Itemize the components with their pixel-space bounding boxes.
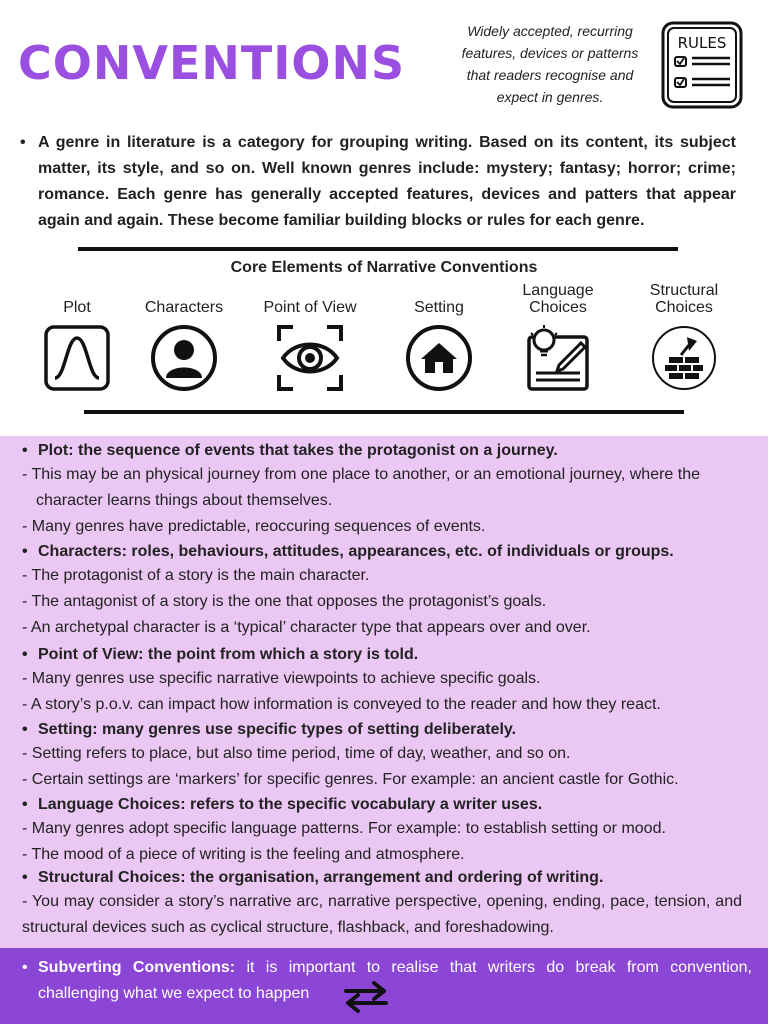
section-heading: • Point of View: the point from which a story is told. bbox=[22, 644, 742, 666]
core-element-plot bbox=[37, 282, 117, 392]
core-element-label: Point of View bbox=[263, 299, 357, 316]
page-title: CONVENTIONS bbox=[18, 36, 406, 90]
definition-tagline: Widely accepted, recurring features, devices or patterns that readers recognise and expect in genres. bbox=[461, 23, 639, 105]
core-element-language-choices bbox=[508, 282, 608, 393]
section-heading: • Structural Choices: the organisation, arrangement and ordering of writing. bbox=[22, 867, 742, 889]
core-element-setting bbox=[394, 282, 484, 393]
bell-curve-icon bbox=[43, 324, 111, 392]
core-element-structural-choices bbox=[632, 282, 736, 393]
intro-paragraph: • A genre in literature is a category for grouping writing. Based on its content, its subject matter, its style, and so on. Well known genres include: mystery; fantasy; horror; crime; romance. Each genre has generally accepted features, devices and patters that appear again and again. These become familiar building blocks or rules for each genre. bbox=[20, 130, 736, 234]
core-element-label: Language Choices bbox=[522, 282, 594, 316]
core-element-label: Characters bbox=[144, 299, 224, 316]
divider-top bbox=[78, 247, 678, 251]
section-line: - The antagonist of a story is the one that opposes the protagonist’s goals. bbox=[22, 593, 547, 610]
section-line: - A story’s p.o.v. can impact how information is conveyed to the reader and how they react. bbox=[22, 696, 661, 713]
brick-trowel-icon bbox=[649, 323, 719, 393]
section-heading: • Characters: roles, behaviours, attitudes, appearances, etc. of individuals or groups. bbox=[22, 541, 742, 563]
section-line: - The mood of a piece of writing is the feeling and atmosphere. bbox=[22, 846, 465, 863]
section-structural-choices bbox=[22, 867, 742, 941]
subverting-body: it is important to realise that writers do break from convention, challenging what we expect to happen bbox=[38, 959, 752, 1002]
home-icon bbox=[404, 323, 474, 393]
subverting-label: Subverting Conventions: bbox=[38, 959, 236, 976]
section-line: - Certain settings are ‘markers’ for specific genres. For example: an ancient castle for Gothic. bbox=[22, 771, 679, 788]
section-heading: • Language Choices: refers to the specific vocabulary a writer uses. bbox=[22, 794, 742, 816]
section-language-choices bbox=[22, 794, 742, 868]
section-line: - Setting refers to place, but also time period, time of day, weather, and so on. bbox=[22, 745, 571, 762]
writing-lightbulb-icon bbox=[523, 323, 593, 393]
core-element-label: Plot bbox=[63, 299, 91, 316]
core-elements-heading: Core Elements of Narrative Conventions bbox=[230, 259, 538, 276]
user-icon bbox=[149, 323, 219, 393]
rules-icon-text: RULES bbox=[677, 34, 727, 52]
section-heading: • Plot: the sequence of events that takes the protagonist on a journey. bbox=[22, 440, 742, 462]
section-setting bbox=[22, 719, 742, 793]
section-characters bbox=[22, 541, 742, 641]
core-element-label: Setting bbox=[414, 299, 464, 316]
section-line: - An archetypal character is a ‘typical’ character type that appears over and over. bbox=[22, 619, 591, 636]
eye-icon bbox=[275, 323, 345, 393]
section-line: - Many genres have predictable, reoccuring sequences of events. bbox=[22, 518, 486, 535]
section-line: - This may be an physical journey from one place to another, or an emotional journey, where the character learns things about themselves. bbox=[22, 466, 701, 509]
section-line: - The protagonist of a story is the main character. bbox=[22, 567, 370, 584]
rules-checklist-icon bbox=[660, 20, 746, 110]
core-element-characters bbox=[136, 282, 232, 393]
section-line: - Many genres use specific narrative viewpoints to achieve specific goals. bbox=[22, 670, 541, 687]
section-plot bbox=[22, 440, 742, 540]
section-line: - Many genres adopt specific language patterns. For example: to establish setting or mood. bbox=[22, 820, 666, 837]
core-element-label: Structural Choices bbox=[649, 282, 719, 316]
swap-arrows-icon bbox=[342, 980, 390, 1014]
section-point-of-view bbox=[22, 644, 742, 718]
intro-list bbox=[20, 130, 736, 234]
section-line: - You may consider a story’s narrative arc, narrative perspective, opening, ending, pace, tension, and structural devices such as cyclical structure, flashback, and foreshadowing. bbox=[22, 893, 742, 936]
core-element-point-of-view bbox=[252, 282, 368, 393]
section-heading: • Setting: many genres use specific types of setting deliberately. bbox=[22, 719, 742, 741]
divider-bottom bbox=[84, 410, 684, 414]
